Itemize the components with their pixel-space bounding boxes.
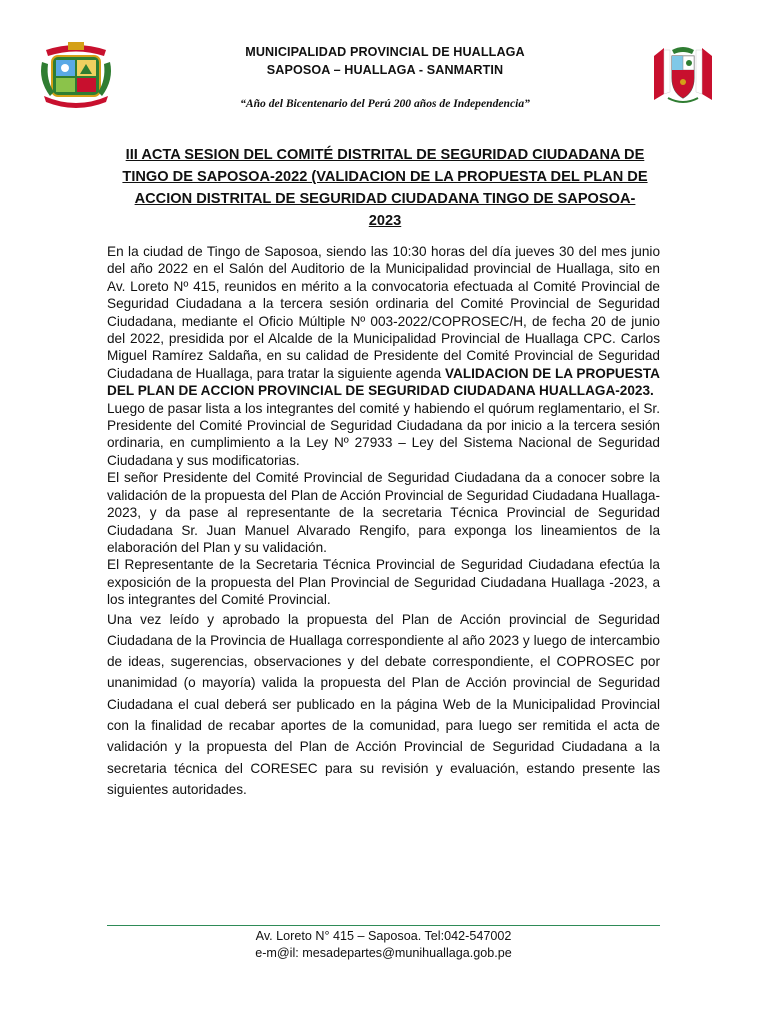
peru-national-shield-icon [650, 44, 716, 106]
footer-email: e-m@il: mesadepartes@munihuallaga.gob.pe [255, 946, 512, 960]
paragraph-4: El Representante de la Secretaria Técnica Provincial de Seguridad Ciudadana efectúa la exposición de la propuesta del Plan Provincial de Seguridad Ciudadana Huallaga -2023, a los integrantes del Comité Provincial. [107, 557, 660, 608]
footer-divider [107, 925, 660, 926]
letterhead [0, 0, 768, 120]
paragraph-2: Luego de pasar lista a los integrantes del comité y habiendo el quórum reglamentario, el Sr. Presidente del Comité Provincial de Seguridad Ciudadana da por inicio a la tercera sesión ordinaria, en cumplimiento a la Ley Nº 27933 – Ley del Sistema Nacional de Seguridad Ciudadana y sus modificatorias. [107, 400, 660, 468]
paragraph-5: Una vez leído y aprobado la propuesta del Plan de Acción provincial de Seguridad Ciudadana de la Provincia de Huallaga correspondiente al año 2023 y luego de intercambio de ideas, sugerencias, observaciones y del debate correspondiente, el COPROSEC por unanimidad (o mayoría) valida la propuesta del Plan de Acción provincial de Seguridad Ciudadana el cual deberá ser publicado en la página Web de la Municipalidad Provincial con la finalidad de recabar aportes de la comunidad, para luego ser remitida el acta de validación y la propuesta del Plan de Acción Provincial de Seguridad Ciudadana a la secretaria técnica del CORESEC para su revisión y evaluación, estando presente las siguientes autoridades. [107, 611, 660, 797]
paragraph-1 [107, 243, 660, 400]
municipal-coat-of-arms-icon [38, 40, 114, 108]
municipality-name: MUNICIPALIDAD PROVINCIAL DE HUALLAGA [245, 45, 525, 59]
agenda-highlight: VALIDACION DE LA PROPUESTA DEL PLAN DE ACCION PROVINCIAL DE SEGURIDAD CIUDADANA HUALLAGA-2023. [107, 365, 660, 399]
document-title: III ACTA SESION DEL COMITÉ DISTRITAL DE SEGURIDAD CIUDADANA DE TINGO DE SAPOSOA-2022 (VALIDACION DE LA PROPUESTA DEL PLAN DE ACCION DISTRITAL DE SEGURIDAD CIUDADANA TINGO DE SAPOSOA-2023 [122, 147, 648, 229]
paragraph-3: El señor Presidente del Comité Provincial de Seguridad Ciudadana da a conocer sobre la validación de la propuesta del Plan de Acción Provincial de Seguridad Ciudadana Huallaga-2023, y da pase al representante de la secretaria Técnica Provincial de Seguridad Ciudadana Sr. Juan Manuel Alvarado Rengifo, para exponga los lineamientos de la elaboración del Plan y su validación. [107, 470, 660, 555]
municipality-location: SAPOSOA – HUALLAGA - SANMARTIN [266, 63, 504, 77]
document-body [107, 243, 660, 800]
year-motto: “Año del Bicentenario del Perú 200 años de Independencia” [240, 97, 530, 110]
footer-address: Av. Loreto N° 415 – Saposoa. Tel:042-547002 [255, 929, 512, 943]
paragraph-1-text: En la ciudad de Tingo de Saposoa, siendo las 10:30 horas del día jueves 30 del mes junio del año 2022 en el Salón del Auditorio de la Municipalidad provincial de Huallaga, sito en Av. Loreto Nº 415, reunidos en mérito a la convocatoria efectuada al Comité Provincial de Seguridad Ciudadana a la tercera sesión ordinaria del Comité Provincial de Seguridad Ciudadana, mediante el Oficio Múltiple Nº 003-2022/COPROSEC/H, de fecha 20 de junio del 2022, presidida por el Alcalde de la Municipalidad Provincial de Huallaga CPC. Carlos Miguel Ramírez Saldaña, en su calidad de Presidente del Comité Provincial de Seguridad Ciudadana de Huallaga, para tratar la siguiente agenda [107, 244, 660, 381]
